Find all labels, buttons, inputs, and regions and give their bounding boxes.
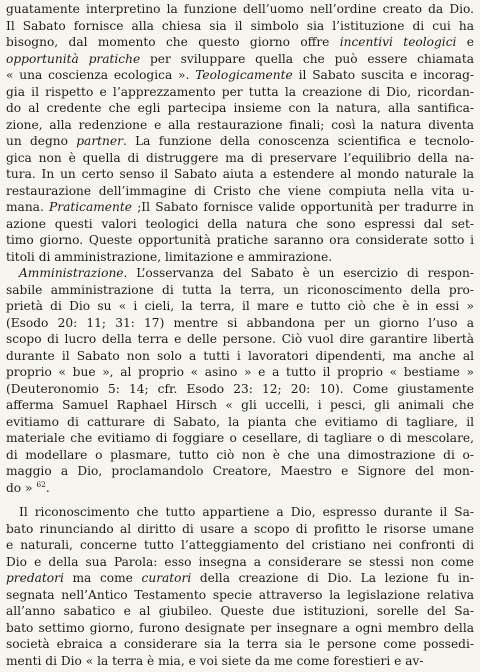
text-run: azione questi valori teologici della natura che sono espressi dal set- [6, 216, 474, 231]
text-line [6, 636, 474, 653]
text-line [6, 521, 474, 538]
italic-text: opportunità pratiche [6, 51, 141, 66]
text-run: per sviluppare quella che può essere chiamata [140, 51, 474, 66]
text-run: tura. In un certo senso il Sabato aiuta a estendere al mondo naturale la [6, 167, 474, 181]
text-run: ma come [63, 571, 142, 585]
text-run: bisogno, dal momento che questo giorno offre [6, 35, 340, 49]
text-line [6, 216, 474, 233]
text-line [6, 199, 474, 216]
text-run: il Sabato suscita e incorag- [292, 68, 474, 82]
text-line [6, 150, 474, 167]
text-run: della creazione di Dio. La lezione fu in- [191, 571, 474, 585]
text-line [6, 364, 474, 381]
text-line [6, 537, 474, 554]
text-run: un degno [6, 134, 77, 148]
text-line [6, 232, 474, 249]
text-line [6, 265, 474, 282]
paragraph [6, 504, 474, 669]
text-run: do » [6, 480, 37, 495]
text-line [6, 249, 474, 266]
text-run: (Esodo 20: 11; 31: 17) mentre si abbandona per un giorno l’uso a [6, 315, 474, 330]
text-run: « una coscienza ecologica ». [6, 68, 196, 82]
text-run: do al credente che egli partecipa insieme con la natura, alla santifica- [6, 101, 474, 115]
text-run: di modellare o plasmare, tutto ciò non è che una dimostrazione di o- [6, 447, 474, 462]
text-line [6, 298, 474, 315]
text-run: evitiamo di catturare di Sabato, la pianta che evitiamo di tagliare, il [6, 414, 474, 429]
text-line [6, 133, 474, 150]
text-run: (Deuteronomio 5: 14; cfr. Esodo 23: 12; 20: 10). Come giustamente [6, 381, 474, 396]
text-run: prietà di Dio su « i cieli, la terra, il mare e tutto ciò che è in essi » [6, 299, 474, 313]
paragraph [6, 265, 474, 496]
text-run: . [45, 480, 50, 495]
text-line [6, 117, 474, 134]
text-line [6, 603, 474, 620]
text-run: bato settimo giorno, furono designate per insegnare a ogni membro della [6, 620, 474, 635]
text-run: e [456, 35, 474, 49]
text-run: all’anno sabatico e al giubileo. Queste due istituzioni, sorelle del Sa- [6, 604, 474, 618]
text-line [6, 554, 474, 571]
text-line [6, 397, 474, 414]
text-run: proprio « bue », al proprio « asino » e a tutto il proprio « bestiame » [6, 365, 474, 379]
text-line [6, 381, 474, 398]
text-run: Dio e della sua Parola: esso insegna a considerare se stessi non come [6, 554, 474, 569]
text-line [6, 18, 474, 35]
text-line [6, 100, 474, 117]
text-run: gica non è quella di distruggere ma di preservare l’equilibrio della na- [6, 150, 474, 165]
italic-text: partner [76, 134, 123, 148]
text-run: timo giorno. Queste opportunità pratiche saranno ora considerate sotto i [6, 233, 474, 247]
text-run: durante il Sabato non solo a tutti i lavoratori dipendenti, ma anche al [6, 348, 474, 363]
paragraph [6, 1, 474, 265]
text-run: L’osservanza del Sabato è un esercizio di respon- [127, 266, 474, 280]
text-line [6, 51, 474, 68]
italic-text: Praticamente [49, 200, 132, 214]
text-line [6, 282, 474, 299]
text-line [6, 1, 474, 18]
text-run: Il Sabato fornisce alla chiesa sia il simbolo sia l’istituzione di cui ha [6, 18, 474, 33]
text-line [6, 84, 474, 101]
text-run: titoli di amministrazione, limitazione e ammirazione. [6, 249, 333, 264]
italic-text: predatori [6, 571, 64, 585]
italic-text: curatori [141, 571, 192, 585]
text-run: e naturali, concerne tutto l’atteggiamento del cristiano nei confronti di [6, 538, 474, 552]
text-run: . La funzione della conoscenza scientifica e tecnolo- [122, 134, 474, 148]
text-run: società ebraica a considerare sia la terra sia le persone come possedi- [6, 637, 474, 651]
text-run: menti di Dio « la terra è mia, e voi siete da me come forestieri e av- [6, 653, 424, 668]
text-run: mana. [6, 200, 50, 214]
text-line [6, 447, 474, 464]
text-line [6, 587, 474, 604]
footnote-ref: 62 [36, 479, 46, 489]
text-line [6, 570, 474, 587]
text-line [6, 653, 474, 670]
text-run: gia il rispetto e l’apprezzamento per tutta la creazione di Dio, ricordan- [6, 84, 474, 99]
italic-text: Teologicamente [195, 68, 293, 82]
text-line [6, 620, 474, 637]
text-line [6, 463, 474, 480]
text-run: scopo di lucro della terra e delle persone. Ciò vuol dire garantire libertà [6, 332, 474, 346]
text-line [6, 414, 474, 431]
paragraph-gap [6, 496, 474, 504]
text-run: Il riconoscimento che tutto appartiene a Dio, espresso durante il Sa- [19, 505, 474, 519]
text-run: restaurazione dell’immagine di Cristo che viene compiuta nella vita u- [6, 183, 474, 198]
text-run: segnata nell’Antico Testamento specie attraverso la legislazione relativa [6, 587, 474, 602]
text-line [6, 331, 474, 348]
italic-text: Amministrazione. [19, 266, 128, 280]
text-line [6, 67, 474, 84]
text-run: materiale che evitiamo di foggiare o cesellare, di tagliare o di mescolare, [6, 431, 474, 445]
text-run: bato rinunciando al diritto di usare a scopo di profitto le risorse umane [6, 521, 474, 536]
text-line [6, 430, 474, 447]
text-run: guatamente interpretino la funzione dell’uomo nell’ordine creato da Dio. [6, 2, 474, 16]
text-line [6, 480, 474, 497]
text-line [6, 183, 474, 200]
text-line [6, 504, 474, 521]
text-line [6, 315, 474, 332]
text-run: ;Il Sabato fornisce valide opportunità per tradurre in [131, 200, 474, 214]
text-line [6, 166, 474, 183]
text-run: maggio a Dio, proclamandolo Creatore, Maestro e Signore del mon- [6, 464, 474, 478]
text-line [6, 34, 474, 51]
italic-text: incentivi teologici [339, 35, 457, 49]
text-run: sabile amministrazione di tutta la terra, un riconoscimento della pro- [6, 282, 474, 297]
text-run: afferma Samuel Raphael Hirsch « gli uccelli, i pesci, gli animali che [6, 398, 474, 412]
text-run: zione, alla redenzione e alla restaurazione finali; così la natura diventa [6, 117, 474, 132]
text-line [6, 348, 474, 365]
